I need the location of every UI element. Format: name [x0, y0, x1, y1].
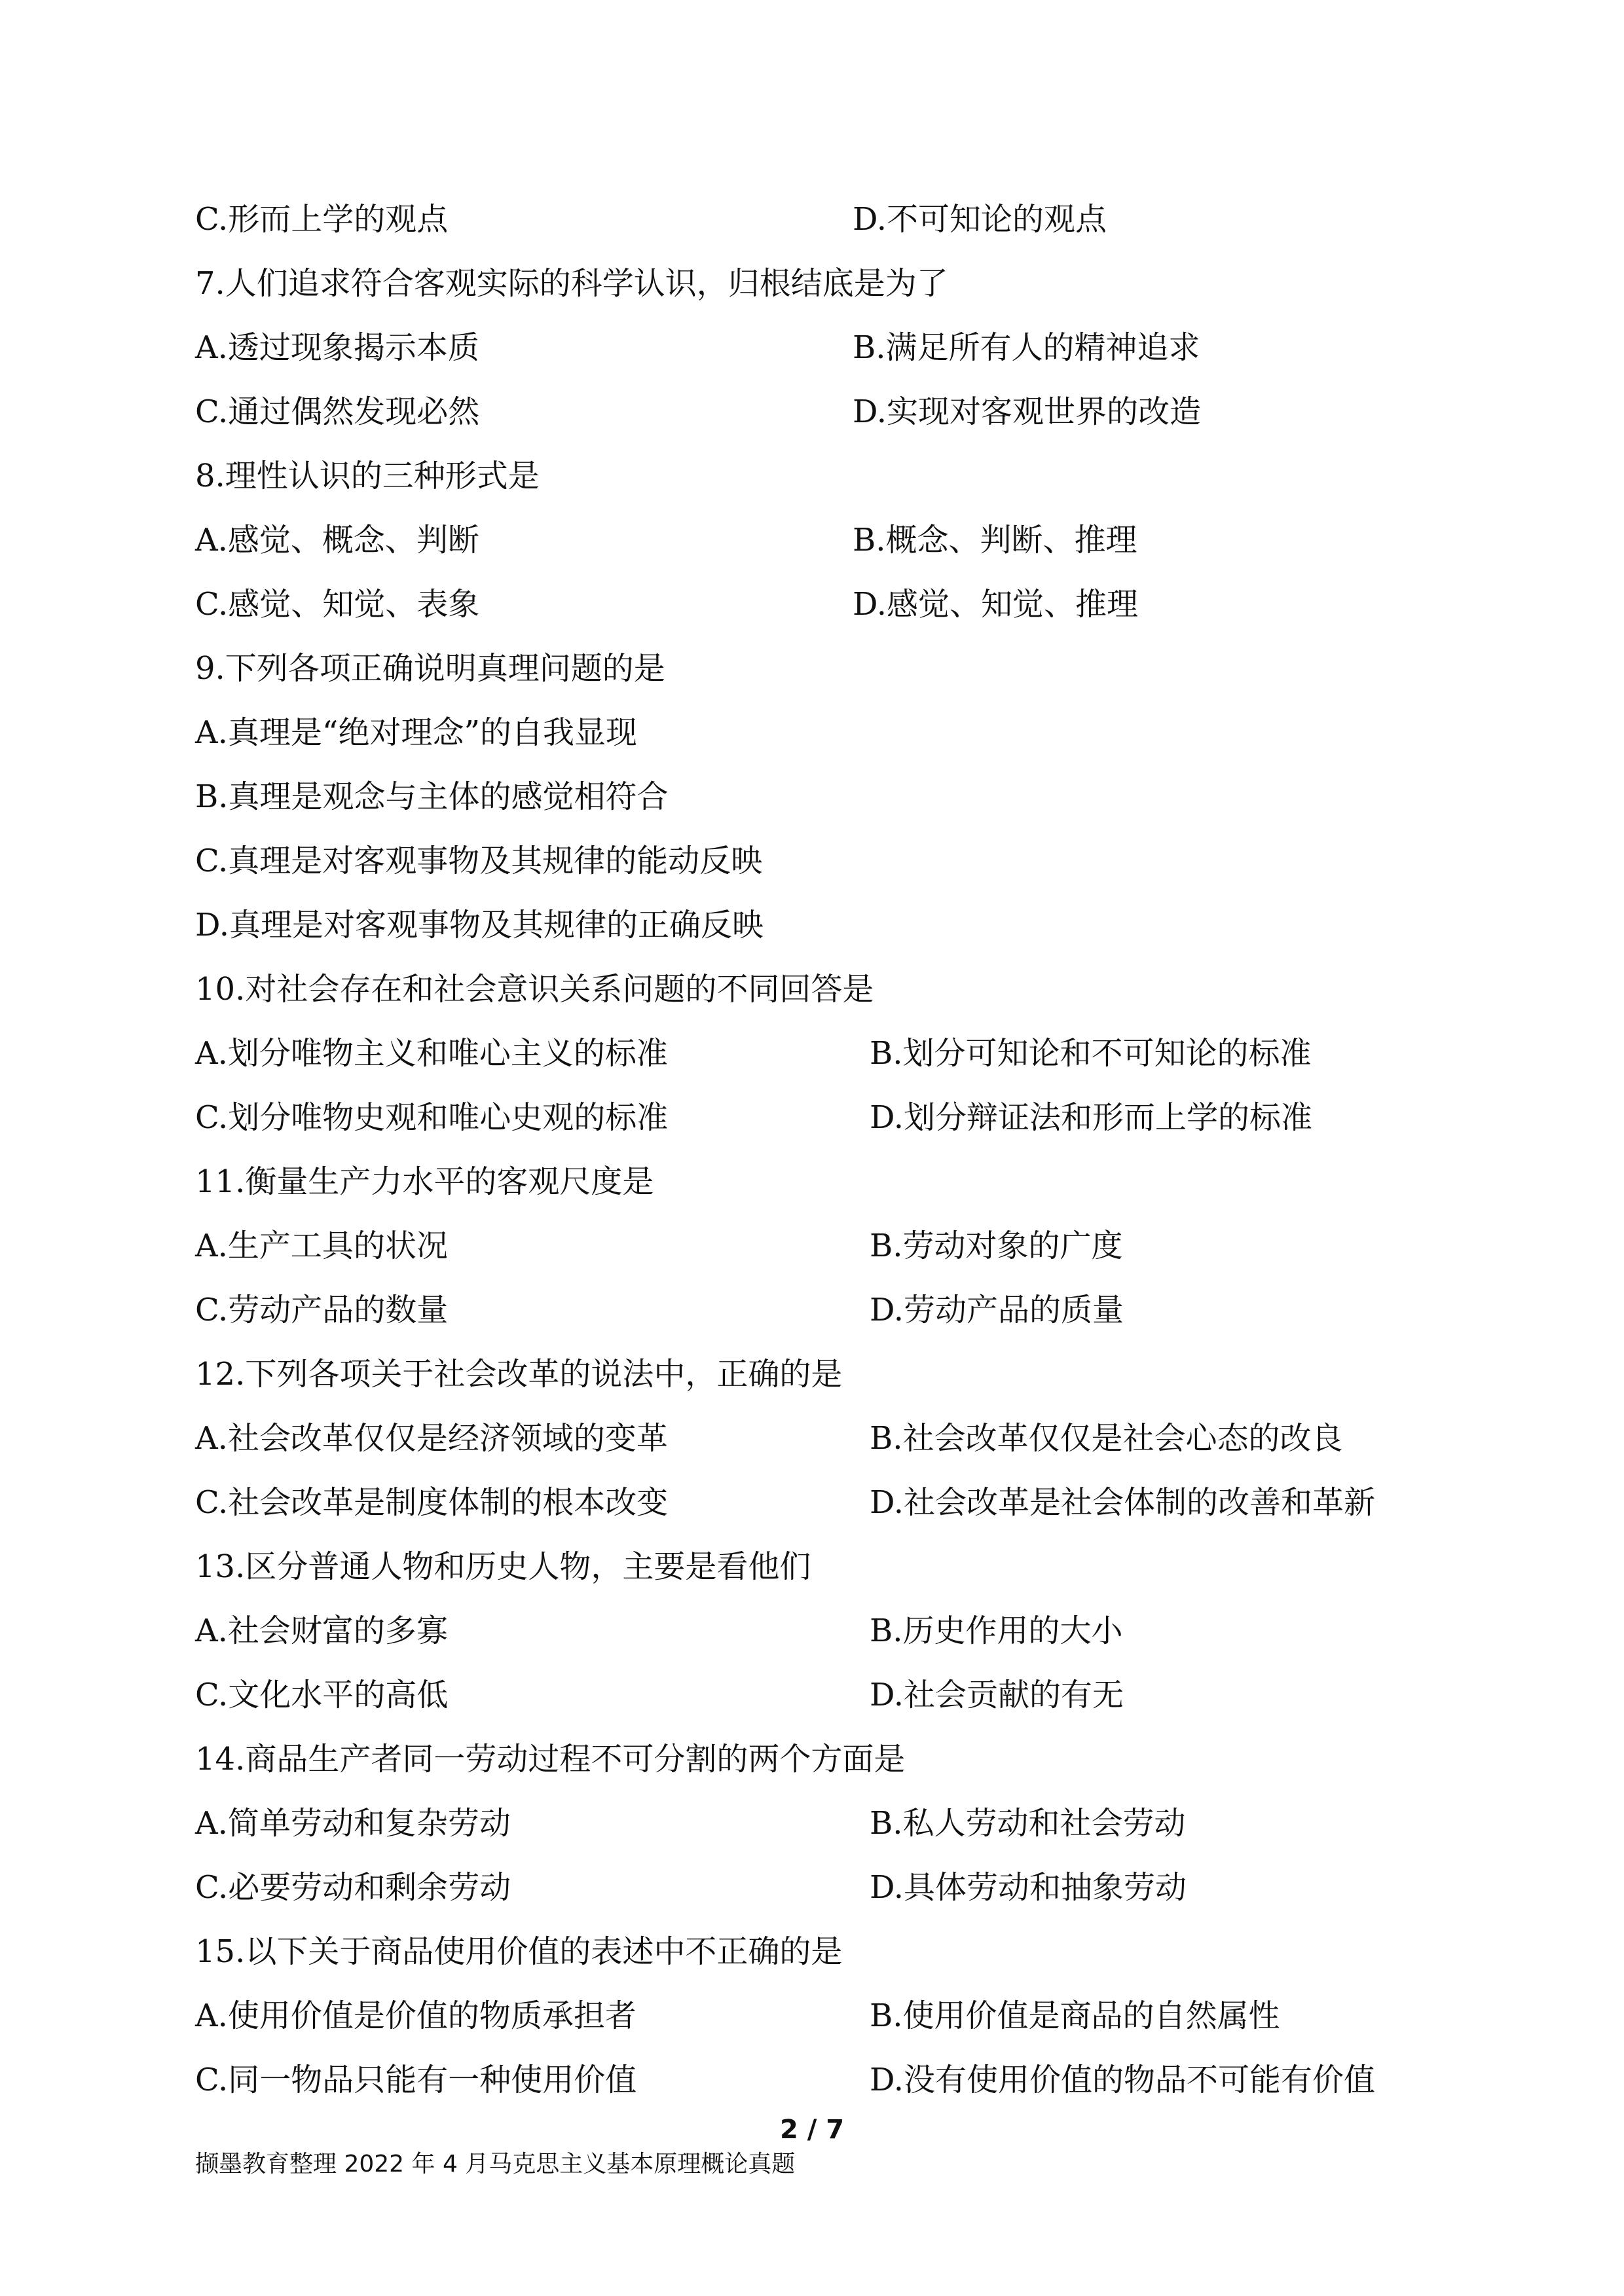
q15-stem: 15.以下关于商品使用价值的表述中不正确的是 — [195, 1933, 843, 1970]
q12-option-c: C.社会改革是制度体制的根本改变 — [195, 1484, 669, 1521]
q13-option-d: D.社会贡献的有无 — [870, 1677, 1124, 1713]
page-number: 2 / 7 — [779, 2115, 845, 2145]
q11-option-c: C.劳动产品的数量 — [195, 1292, 449, 1328]
q10-option-c: C.划分唯物史观和唯心史观的标准 — [195, 1099, 669, 1136]
q8-option-c: C.感觉、知觉、表象 — [195, 586, 480, 623]
q6-option-c: C.形而上学的观点 — [195, 201, 449, 238]
q12-option-b: B.社会改革仅仅是社会心态的改良 — [870, 1420, 1343, 1457]
q15-option-c: C.同一物品只能有一种使用价值 — [195, 2062, 637, 2098]
q14-option-a: A.简单劳动和复杂劳动 — [195, 1805, 511, 1842]
q8-option-a: A.感觉、概念、判断 — [195, 522, 479, 558]
q11-option-b: B.劳动对象的广度 — [870, 1228, 1123, 1264]
q12-stem: 12.下列各项关于社会改革的说法中，正确的是 — [195, 1356, 843, 1393]
q7-option-c: C.通过偶然发现必然 — [195, 393, 480, 430]
q12-option-a: A.社会改革仅仅是经济领域的变革 — [195, 1420, 668, 1457]
footer-source-text: 撷墨教育整理 2022 年 4 月马克思主义基本原理概论真题 — [195, 2151, 796, 2178]
q14-stem: 14.商品生产者同一劳动过程不可分割的两个方面是 — [195, 1741, 906, 1777]
q8-stem: 8.理性认识的三种形式是 — [195, 458, 540, 494]
q10-stem: 10.对社会存在和社会意识关系问题的不同回答是 — [195, 971, 874, 1008]
q10-option-a: A.划分唯物主义和唯心主义的标准 — [195, 1035, 668, 1072]
q12-option-d: D.社会改革是社会体制的改善和革新 — [870, 1484, 1376, 1521]
q9-option-b: B.真理是观念与主体的感觉相符合 — [195, 778, 669, 815]
q14-option-c: C.必要劳动和剩余劳动 — [195, 1869, 511, 1906]
q9-option-d: D.真理是对客观事物及其规律的正确反映 — [195, 907, 764, 943]
q7-stem: 7.人们追求符合客观实际的科学认识，归根结底是为了 — [195, 265, 948, 302]
q9-option-a: A.真理是“绝对理念”的自我显现 — [195, 714, 638, 751]
q15-option-d: D.没有使用价值的物品不可能有价值 — [870, 2062, 1376, 2098]
q14-option-b: B.私人劳动和社会劳动 — [870, 1805, 1186, 1842]
q8-option-d: D.感觉、知觉、推理 — [853, 586, 1139, 623]
q15-option-a: A.使用价值是价值的物质承担者 — [195, 1997, 637, 2034]
q11-option-d: D.劳动产品的质量 — [870, 1292, 1124, 1328]
q10-option-b: B.划分可知论和不可知论的标准 — [870, 1035, 1312, 1072]
q13-option-a: A.社会财富的多寡 — [195, 1613, 448, 1649]
q11-stem: 11.衡量生产力水平的客观尺度是 — [195, 1163, 654, 1200]
q13-stem: 13.区分普通人物和历史人物，主要是看他们 — [195, 1548, 811, 1585]
q9-stem: 9.下列各项正确说明真理问题的是 — [195, 650, 665, 687]
q7-option-d: D.实现对客观世界的改造 — [853, 393, 1202, 430]
q13-option-b: B.历史作用的大小 — [870, 1613, 1123, 1649]
q15-option-b: B.使用价值是商品的自然属性 — [870, 1997, 1280, 2034]
q11-option-a: A.生产工具的状况 — [195, 1228, 448, 1264]
q6-option-d: D.不可知论的观点 — [853, 201, 1107, 238]
q10-option-d: D.划分辩证法和形而上学的标准 — [870, 1099, 1313, 1136]
q14-option-d: D.具体劳动和抽象劳动 — [870, 1869, 1187, 1906]
q8-option-b: B.概念、判断、推理 — [853, 522, 1137, 558]
q7-option-a: A.透过现象揭示本质 — [195, 329, 479, 366]
q9-option-c: C.真理是对客观事物及其规律的能动反映 — [195, 843, 763, 879]
q7-option-b: B.满足所有人的精神追求 — [853, 329, 1200, 366]
q13-option-c: C.文化水平的高低 — [195, 1677, 449, 1713]
